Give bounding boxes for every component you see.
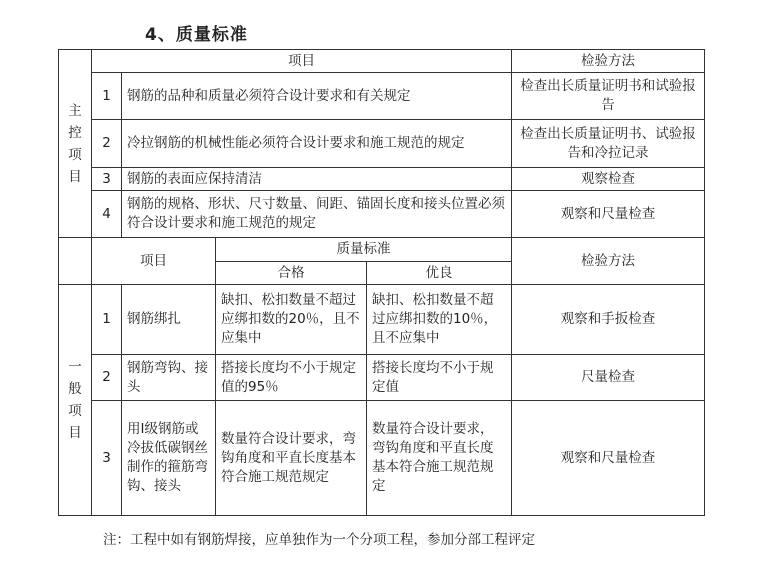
row-number: 3 (92, 168, 122, 191)
table-row (59, 191, 705, 238)
row-number: 3 (92, 401, 122, 516)
main-header-row (59, 50, 705, 73)
general-header-blank (59, 238, 92, 285)
excellent-text: 搭接长度均不小于规定值 (367, 355, 512, 401)
row-number: 1 (92, 285, 122, 355)
main-control-group-label: 主 控 项 目 (59, 50, 92, 238)
method-text: 观察和尺量检查 (512, 401, 705, 516)
item-text: 用Ⅰ级钢筋或冷拔低碳钢丝制作的箍筋弯钩、接头 (122, 401, 216, 516)
main-header-method: 检验方法 (512, 50, 705, 73)
method-text: 检查出长质量证明书和试验报告 (512, 73, 705, 120)
pass-text: 缺扣、松扣数量不超过应绑扣数的20％，且不应集中 (216, 285, 367, 355)
row-number: 4 (92, 191, 122, 238)
method-text: 观察和手扳检查 (512, 285, 705, 355)
pass-text: 数量符合设计要求，弯钩角度和平直长度基本符合施工规范规定 (216, 401, 367, 516)
item-text: 钢筋的规格、形状、尺寸数量、间距、锚固长度和接头位置必须符合设计要求和施工规范的规定 (122, 191, 512, 238)
table-row (59, 285, 705, 355)
pass-text: 搭接长度均不小于规定值的95％ (216, 355, 367, 401)
table-row (59, 120, 705, 168)
item-text: 钢筋的品种和质量必须符合设计要求和有关规定 (122, 73, 512, 120)
general-header-excellent: 优良 (367, 262, 512, 285)
method-text: 检查出长质量证明书、试验报告和冷拉记录 (512, 120, 705, 168)
method-text: 观察检查 (512, 168, 705, 191)
main-header-item: 项目 (92, 50, 512, 73)
table-row (59, 401, 705, 516)
general-group-label: 一 般 项 目 (59, 285, 92, 516)
item-text: 钢筋弯钩、接头 (122, 355, 216, 401)
method-text: 观察和尺量检查 (512, 191, 705, 238)
excellent-text: 缺扣、松扣数量不超过应绑扣数的10％，且不应集中 (367, 285, 512, 355)
row-number: 2 (92, 355, 122, 401)
footnote: 注：工程中如有钢筋焊接，应单独作为一个分项工程，参加分部工程评定 (103, 532, 535, 548)
general-header-row (59, 238, 705, 262)
section-title: 4、质量标准 (145, 25, 248, 45)
table-row (59, 73, 705, 120)
row-number: 2 (92, 120, 122, 168)
item-text: 冷拉钢筋的机械性能必须符合设计要求和施工规范的规定 (122, 120, 512, 168)
excellent-text: 数量符合设计要求，弯钩角度和平直长度基本符合施工规范规定 (367, 401, 512, 516)
general-header-method: 检验方法 (512, 238, 705, 285)
general-header-pass: 合格 (216, 262, 367, 285)
table-row (59, 355, 705, 401)
general-header-standard: 质量标准 (216, 238, 512, 262)
item-text: 钢筋的表面应保持清洁 (122, 168, 512, 191)
method-text: 尺量检查 (512, 355, 705, 401)
quality-standard-table (58, 49, 705, 516)
item-text: 钢筋绑扎 (122, 285, 216, 355)
general-header-item: 项目 (92, 238, 216, 285)
table-row (59, 168, 705, 191)
row-number: 1 (92, 73, 122, 120)
